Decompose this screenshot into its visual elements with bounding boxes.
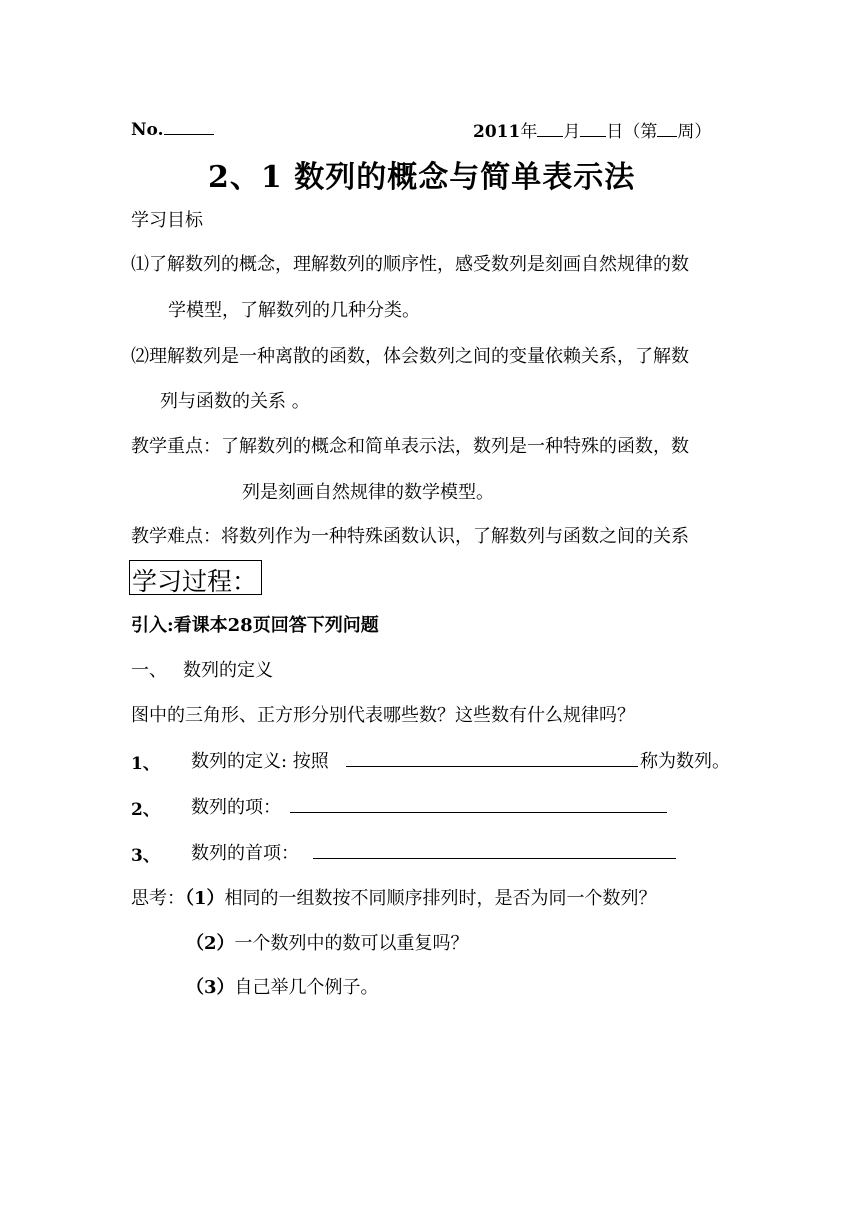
objective-1-line-2: 学模型，了解数列的几种分类。 xyxy=(168,300,420,321)
fill-item-3-number: 3、 xyxy=(131,846,160,866)
key-points-line-1: 教学重点：了解数列的概念和简单表示法，数列是一种特殊的函数，数 xyxy=(131,436,689,457)
intro-page: 28 xyxy=(227,615,253,636)
fill-item-2-number: 2、 xyxy=(131,800,160,820)
week-char: 周） xyxy=(677,122,712,142)
section-1-number: 一、 xyxy=(131,660,167,681)
think-line-1 xyxy=(131,884,657,910)
question-line: 图中的三角形、正方形分别代表哪些数？这些数有什么规律吗？ xyxy=(131,705,635,726)
fill-item-1-after: 称为数列。 xyxy=(640,751,730,772)
fill-item-3-text: 数列的首项： xyxy=(191,843,299,864)
key-points-line-2: 列是刻画自然规律的数学模型。 xyxy=(242,482,494,503)
number-blank[interactable] xyxy=(164,117,214,135)
fill-item-1-blank[interactable] xyxy=(346,766,638,767)
fill-item-2-text: 数列的项： xyxy=(191,797,281,818)
no-label: No. xyxy=(131,120,164,140)
think-q1: 相同的一组数按不同顺序排列时，是否为同一个数列？ xyxy=(224,888,657,909)
process-box-label: 学习过程： xyxy=(132,567,258,596)
month-blank[interactable] xyxy=(537,119,563,137)
think-q3: 自己举几个例子。 xyxy=(234,977,379,998)
think-q1-number: （1） xyxy=(185,888,225,909)
year-char: 年 xyxy=(520,122,538,142)
intro-line xyxy=(131,611,379,637)
think-q2: 一个数列中的数可以重复吗？ xyxy=(234,933,469,954)
week-blank[interactable] xyxy=(657,119,677,137)
think-q3-number: （3） xyxy=(186,977,235,998)
think-line-2 xyxy=(186,929,469,955)
objectives-heading: 学习目标 xyxy=(131,210,203,231)
fill-item-2-blank[interactable] xyxy=(290,812,667,813)
date-field xyxy=(473,117,711,142)
month-char: 月 xyxy=(563,122,581,142)
intro-prefix: 引入:看课本 xyxy=(131,615,228,636)
fill-item-1-text: 数列的定义: 按照 xyxy=(191,751,329,772)
difficulties-line: 教学难点：将数列作为一种特殊函数认识，了解数列与函数之间的关系 xyxy=(131,526,689,547)
objective-1-line-1: ⑴了解数列的概念，理解数列的顺序性，感受数列是刻画自然规律的数 xyxy=(131,254,689,275)
fill-item-1-number: 1、 xyxy=(131,754,160,774)
process-box xyxy=(129,560,262,595)
fill-item-3-blank[interactable] xyxy=(313,858,676,859)
day-char: 日（第 xyxy=(606,122,658,142)
year-value: 2011 xyxy=(473,122,521,142)
day-blank[interactable] xyxy=(580,119,606,137)
think-prefix: 思考： xyxy=(131,888,185,909)
page-title: 2、1 数列的概念与简单表示法 xyxy=(208,160,636,195)
think-line-3 xyxy=(186,973,379,999)
objective-2-line-1: ⑵理解数列是一种离散的函数，体会数列之间的变量依赖关系，了解数 xyxy=(131,346,689,367)
think-q2-number: （2） xyxy=(186,933,235,954)
objective-2-line-2: 列与函数的关系 。 xyxy=(160,391,310,412)
intro-suffix: 页回答下列问题 xyxy=(252,615,379,636)
number-field xyxy=(131,117,214,140)
section-1-heading: 数列的定义 xyxy=(183,660,273,681)
